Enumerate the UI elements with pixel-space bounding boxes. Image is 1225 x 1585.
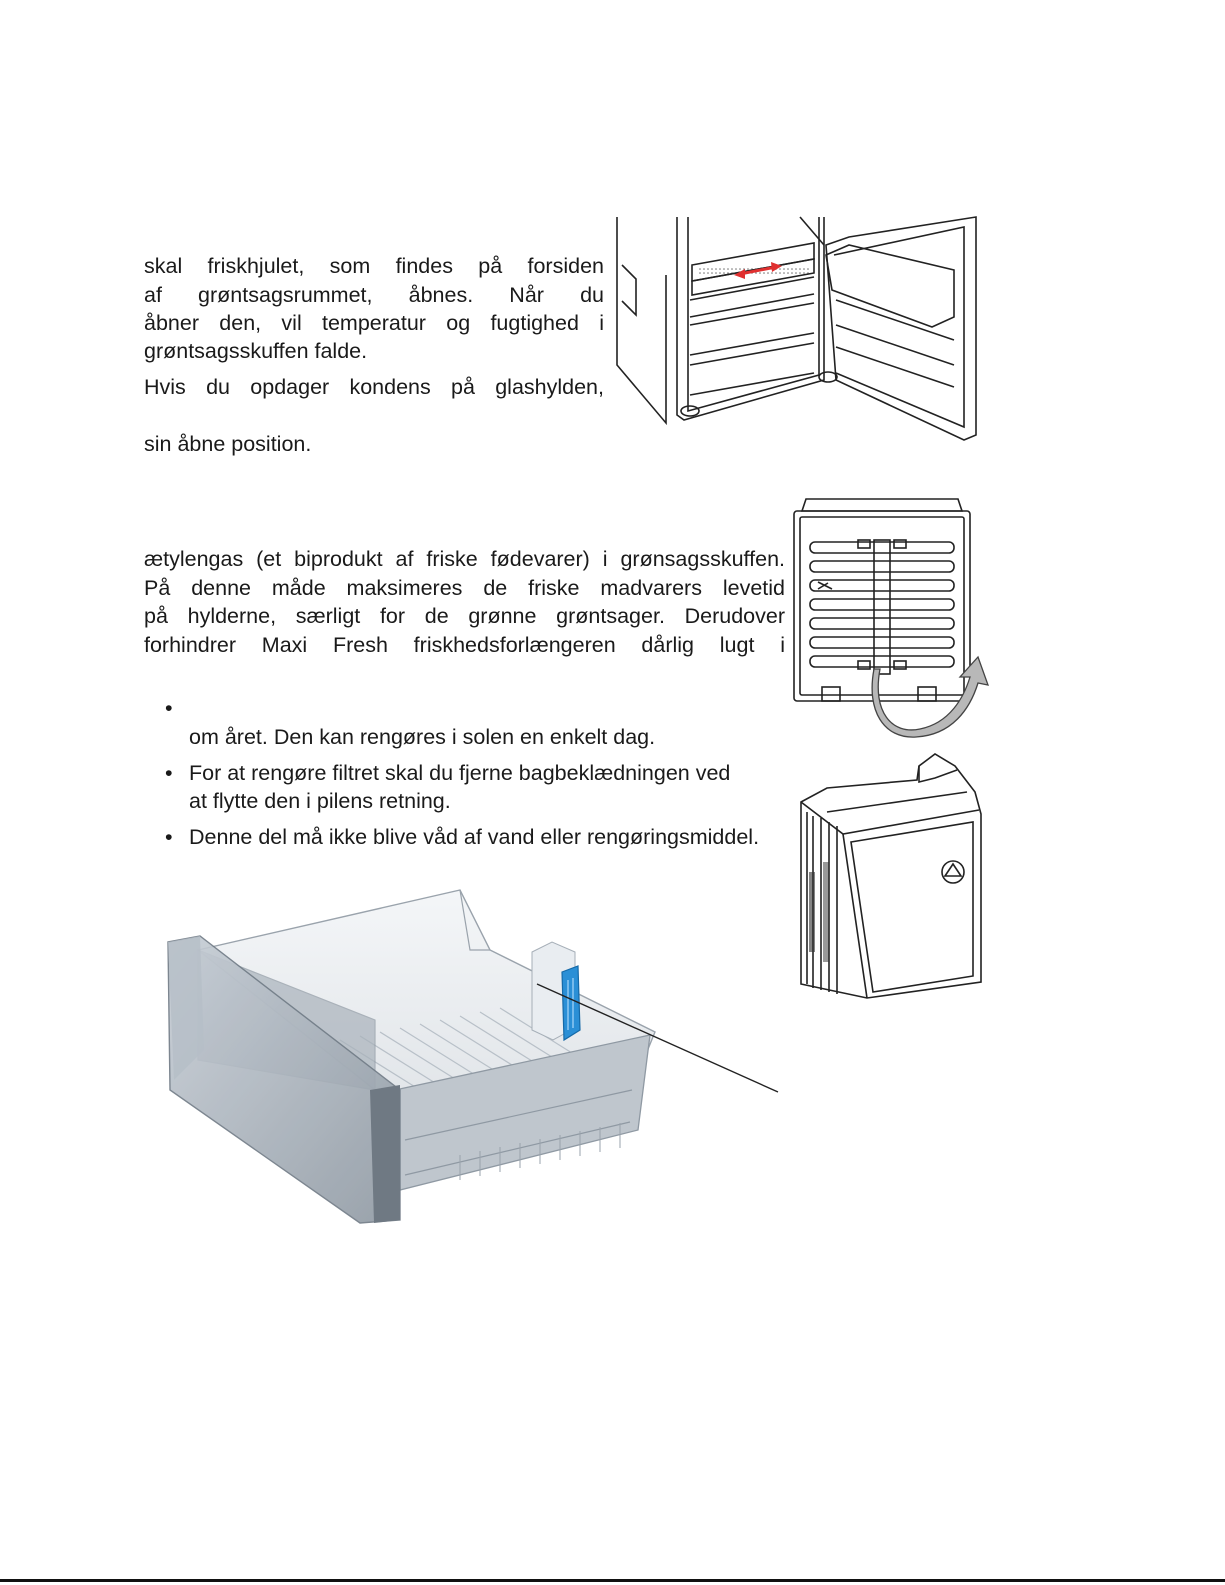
section2-paragraph (144, 545, 785, 659)
section2-line-1: ætylengas (et biprodukt af friske fødevarer) i grønsagsskuffen. (144, 547, 785, 571)
fridge-illustration (614, 215, 980, 440)
section1-line-2: af grøntsagsrummet, åbnes. Når du (144, 282, 604, 307)
section1-paragraph (144, 252, 604, 338)
section2-line-4: forhindrer Maxi Fresh friskhedsforlængeren dårlig lugt i (144, 632, 785, 657)
section1-line-5: Hvis du opdager kondens på glashylden, (144, 375, 604, 399)
section1-line-4: grøntsagsskuffen falde. (144, 339, 368, 363)
bullet-3-text: Denne del må ikke blive våd af vand eller rengøringsmiddel. (189, 825, 760, 849)
bullet-1-text: om året. Den kan rengøres i solen en enkelt dag. (189, 725, 656, 749)
section1-line-3: åbner den, vil temperatur og fugtighed i (144, 311, 604, 335)
section1-line-6: sin åbne position. (144, 432, 312, 456)
bullet-dot: • (165, 696, 173, 720)
bullet-dot: • (165, 761, 173, 785)
bullet-2-line-2: at flytte den i pilens retning. (189, 789, 451, 813)
section2-line-2: På denne måde maksimeres de friske madvarers levetid (144, 575, 785, 600)
bullet-2-line-1: For at rengøre filtret skal du fjerne bagbeklædningen ved (189, 761, 731, 785)
section1-line-1: skal friskhjulet, som findes på forsiden (144, 254, 604, 278)
page-bottom-rule (0, 1579, 1225, 1582)
section2-line-3: på hylderne, særligt for de grønne grøntsager. Derudover (144, 604, 785, 628)
crisper-drawer-illustration (160, 890, 785, 1225)
filter-cover-illustration (797, 752, 983, 1000)
filter-icon (532, 942, 580, 1040)
bullet-dot: • (165, 825, 173, 849)
filter-grille-illustration (792, 497, 992, 739)
